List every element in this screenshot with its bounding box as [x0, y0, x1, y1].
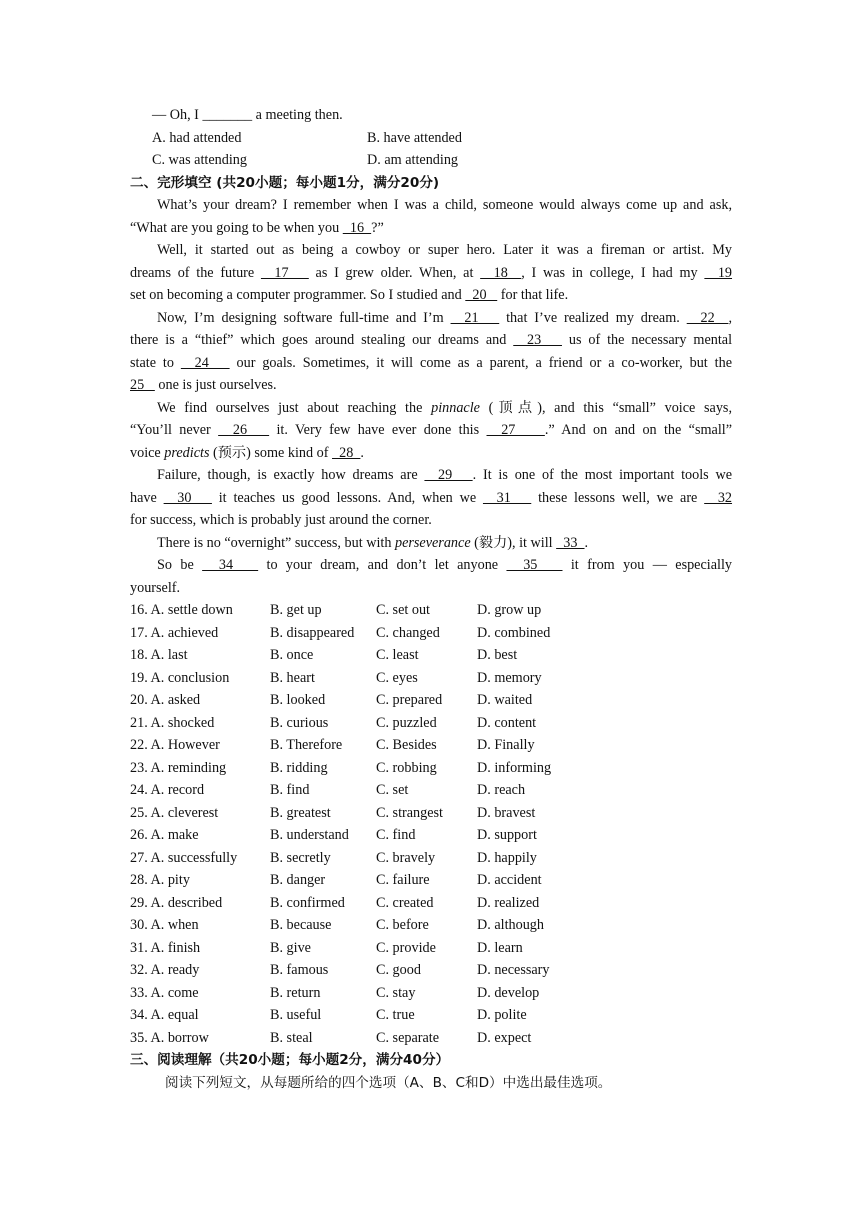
option-d[interactable]: D. reach	[477, 782, 526, 798]
blank-18[interactable]: 18	[480, 264, 522, 281]
option-a[interactable]: 24. A. record	[130, 782, 205, 798]
option-a[interactable]: 27. A. successfully	[130, 849, 238, 866]
question-28	[130, 869, 732, 892]
option-b[interactable]: B. once	[270, 647, 314, 663]
option-b[interactable]: B. famous	[270, 962, 329, 978]
option-d[interactable]: D. support	[477, 827, 537, 843]
passage-line: set on becoming a computer programmer. So I studied and 20 for that life.	[130, 287, 569, 303]
option-c[interactable]: C. strangest	[376, 804, 443, 821]
question-27	[130, 847, 732, 870]
option-c[interactable]: C. bravely	[376, 849, 436, 866]
option-b[interactable]: B. ridding	[270, 759, 328, 776]
passage-line: Failure, though, is exactly how dreams are 29 . It is one of the most important tools we	[157, 467, 733, 483]
option-c[interactable]: C. Besides	[376, 737, 437, 753]
option-d[interactable]: D. combined	[477, 624, 551, 641]
passage-line: Now, I’m designing software full-time and I’m 21 that I’ve realized my dream. 22 ,	[157, 309, 733, 326]
blank-25[interactable]: 25	[130, 377, 155, 393]
blank-35[interactable]: 35	[506, 557, 563, 573]
question-25	[130, 802, 732, 825]
passage-line: 25 one is just ourselves.	[130, 377, 277, 393]
question-30	[130, 914, 732, 937]
option-d[interactable]: D. Finally	[477, 737, 535, 753]
blank-26[interactable]: 26	[218, 422, 270, 438]
blank-27[interactable]: 27	[486, 422, 545, 438]
question-32	[130, 959, 732, 982]
option-b[interactable]: B. looked	[270, 692, 326, 708]
option-b[interactable]: B. secretly	[270, 849, 331, 866]
option-c[interactable]: C. separate	[376, 1029, 440, 1046]
option-b[interactable]: B. give	[270, 939, 311, 956]
option-d[interactable]: D. informing	[477, 759, 552, 776]
option-d[interactable]: D. am attending	[367, 152, 459, 168]
option-c[interactable]: C. provide	[376, 939, 436, 956]
question-23	[130, 757, 732, 780]
question-29	[130, 892, 732, 915]
blank-33[interactable]: 33	[556, 534, 585, 551]
blank-19[interactable]: 19	[704, 264, 733, 281]
blank-20[interactable]: 20	[465, 287, 498, 303]
option-b[interactable]: B. steal	[270, 1029, 313, 1046]
option-a[interactable]: 20. A. asked	[130, 692, 201, 708]
question-34	[130, 1004, 732, 1027]
option-c[interactable]: C. created	[376, 894, 434, 911]
term-pinnacle: pinnacle	[431, 399, 480, 416]
passage-line: have 30 it teaches us good lessons. And, when we 31 these lessons well, we are 32	[130, 489, 733, 506]
passage-line: state to 24 our goals. Sometimes, it will come as a parent, a friend or a co-worker, but the	[130, 354, 732, 371]
option-b[interactable]: B. return	[270, 984, 321, 1001]
question-20	[130, 689, 732, 712]
option-d[interactable]: D. best	[477, 647, 518, 663]
option-d[interactable]: D. expect	[477, 1029, 532, 1046]
passage-line: So be 34 to your dream, and don’t let anyone 35 it from you — especially	[157, 557, 732, 573]
option-a[interactable]: 30. A. when	[130, 917, 199, 933]
option-a[interactable]: 18. A. last	[130, 647, 188, 663]
option-d[interactable]: D. realized	[477, 894, 540, 911]
blank-17[interactable]: 17	[260, 264, 309, 281]
option-a[interactable]: 26. A. make	[130, 827, 199, 843]
option-a[interactable]: 28. A. pity	[130, 872, 190, 888]
blank-24[interactable]: 24	[180, 354, 230, 371]
option-b[interactable]: B. confirmed	[270, 894, 345, 911]
blank-28[interactable]: 28	[332, 444, 361, 461]
passage-line: “You’ll never 26 it. Very few have ever done this 27 .” And on and on the “small”	[130, 422, 733, 438]
option-a[interactable]: 19. A. conclusion	[130, 669, 230, 686]
option-c[interactable]: C. set out	[376, 602, 430, 618]
question-16	[130, 599, 732, 622]
question-17	[130, 622, 732, 645]
option-a[interactable]: 21. A. shocked	[130, 714, 215, 731]
option-b[interactable]: B. heart	[270, 669, 315, 686]
option-c[interactable]: C. find	[376, 827, 416, 843]
option-d[interactable]: D. grow up	[477, 602, 542, 618]
blank-32[interactable]: 32	[704, 489, 733, 506]
blank-21[interactable]: 21	[450, 309, 500, 326]
option-b[interactable]: B. useful	[270, 1007, 322, 1023]
option-b[interactable]: B. understand	[270, 827, 349, 843]
option-c[interactable]: C. eyes	[376, 669, 418, 686]
option-b[interactable]: B. danger	[270, 872, 326, 888]
blank-22[interactable]: 22	[686, 309, 729, 326]
section-2-heading: 二、完形填空 (共20小题；每小题1分，满分20分)	[130, 174, 440, 191]
option-c[interactable]: C. good	[376, 962, 421, 978]
option-d[interactable]: D. accident	[477, 872, 542, 888]
passage-line: voice predicts (预示) some kind of 28 .	[130, 444, 364, 461]
option-a[interactable]: 31. A. finish	[130, 939, 201, 956]
option-c[interactable]: C. was attending	[152, 152, 247, 168]
option-b[interactable]: B. because	[270, 917, 332, 933]
passage-line: Well, it started out as being a cowboy or super hero. Later it was a fireman or artist. My	[157, 242, 732, 258]
option-d[interactable]: D. waited	[477, 692, 533, 708]
passage-line: dreams of the future 17 as I grew older. When, at 18 , I was in college, I had my 19	[130, 264, 733, 281]
blank-23[interactable]: 23	[513, 332, 562, 348]
option-a[interactable]: A. had attended	[152, 129, 242, 146]
exam-page	[130, 104, 732, 1094]
question-24	[130, 779, 732, 802]
option-c[interactable]: C. prepared	[376, 692, 443, 708]
option-b[interactable]: B. get up	[270, 602, 322, 618]
option-c[interactable]: C. least	[376, 647, 419, 663]
option-c[interactable]: C. true	[376, 1007, 415, 1023]
passage-line: for success, which is probably just around the corner.	[130, 512, 432, 528]
option-a[interactable]: 34. A. equal	[130, 1007, 199, 1023]
question-22	[130, 734, 732, 757]
option-a[interactable]: 17. A. achieved	[130, 624, 219, 641]
option-d[interactable]: D. content	[477, 714, 537, 731]
term-perseverance: perseverance	[394, 534, 471, 551]
option-d[interactable]: D. necessary	[477, 962, 550, 978]
option-c[interactable]: C. puzzled	[376, 714, 437, 731]
option-a[interactable]: 32. A. ready	[130, 962, 200, 978]
passage-line: yourself.	[130, 579, 181, 596]
option-a[interactable]: 23. A. reminding	[130, 759, 227, 776]
question-33	[130, 982, 732, 1005]
option-c[interactable]: C. failure	[376, 872, 430, 888]
option-a[interactable]: 22. A. However	[130, 737, 220, 753]
option-d[interactable]: D. learn	[477, 939, 523, 956]
blank-34[interactable]: 34	[202, 557, 259, 573]
option-d[interactable]: D. bravest	[477, 804, 536, 821]
passage-line: What’s your dream? I remember when I was a child, someone would always come up and ask,	[157, 197, 732, 213]
question-list	[130, 599, 732, 1049]
term-predicts: predicts	[164, 444, 210, 461]
prev-question-options-row-1	[130, 127, 732, 150]
option-c[interactable]: C. set	[376, 782, 409, 798]
option-a[interactable]: 35. A. borrow	[130, 1029, 209, 1046]
prev-question-options-row-2	[130, 149, 732, 172]
option-b[interactable]: B. disappeared	[270, 624, 355, 641]
option-b[interactable]: B. find	[270, 782, 310, 798]
option-a[interactable]: 33. A. come	[130, 984, 199, 1001]
option-c[interactable]: C. robbing	[376, 759, 437, 776]
option-a[interactable]: 29. A. described	[130, 894, 223, 911]
question-18	[130, 644, 732, 667]
section-3-heading: 三、阅读理解（共20小题；每小题2分，满分40分）	[130, 1052, 450, 1068]
option-d[interactable]: D. happily	[477, 849, 537, 866]
passage-line: “What are you going to be when you 16 ?”	[130, 219, 384, 236]
question-19	[130, 667, 732, 690]
question-21	[130, 712, 732, 735]
option-b[interactable]: B. have attended	[367, 129, 462, 146]
option-c[interactable]: C. before	[376, 917, 429, 933]
option-b[interactable]: B. curious	[270, 714, 329, 731]
blank-31[interactable]: 31	[482, 489, 532, 506]
option-d[interactable]: D. polite	[477, 1007, 527, 1023]
blank-30[interactable]: 30	[163, 489, 212, 506]
question-35	[130, 1027, 732, 1050]
option-b[interactable]: B. greatest	[270, 804, 331, 821]
passage-line: there is a “thief” which goes around stealing our dreams and 23 us of the necessary mental	[130, 332, 733, 348]
blank-29[interactable]: 29	[424, 467, 473, 483]
option-c[interactable]: C. changed	[376, 624, 440, 641]
question-26	[130, 824, 732, 847]
option-d[interactable]: D. memory	[477, 669, 542, 686]
option-a[interactable]: 25. A. cleverest	[130, 804, 219, 821]
section-3-instruction: 阅读下列短文，从每题所给的四个选项（A、B、C和D）中选出最佳选项。	[165, 1074, 612, 1091]
passage-line: We find ourselves just about reaching the pinnacle (顶点), and this “small” voice says,	[157, 399, 733, 416]
prev-question-stem: — Oh, I _______ a meeting then.	[152, 107, 343, 123]
passage-line: There is no “overnight” success, but with perseverance (毅力), it will 33 .	[157, 534, 589, 551]
blank-16[interactable]: 16	[342, 219, 372, 236]
question-31	[130, 937, 732, 960]
option-c[interactable]: C. stay	[376, 984, 416, 1001]
option-d[interactable]: D. although	[477, 917, 544, 933]
option-a[interactable]: 16. A. settle down	[130, 602, 233, 618]
option-b[interactable]: B. Therefore	[270, 737, 343, 753]
option-d[interactable]: D. develop	[477, 984, 540, 1001]
